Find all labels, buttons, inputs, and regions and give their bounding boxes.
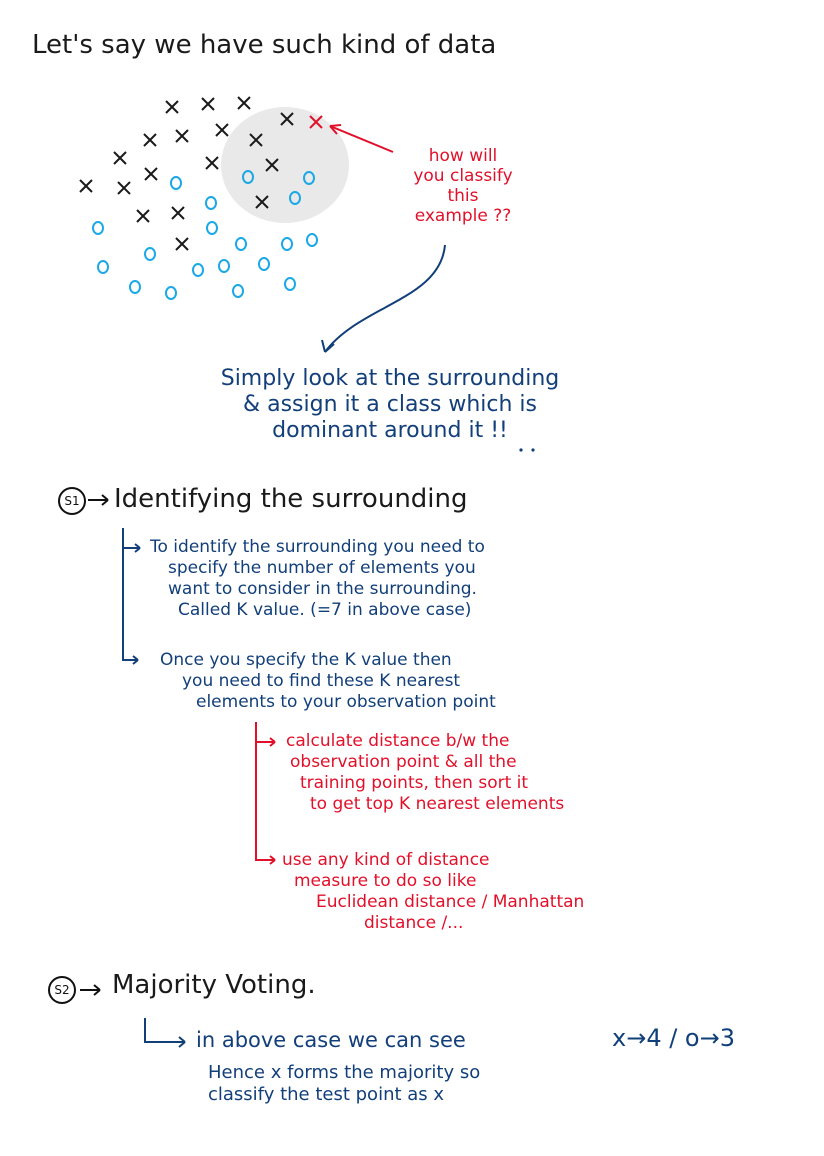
x-class-point — [166, 101, 178, 113]
step1-badge: S1 — [58, 487, 86, 515]
step1-point-2 — [160, 650, 496, 713]
o-class-point — [171, 177, 181, 189]
x-class-point — [176, 130, 188, 142]
vote-counts: x→4 / o→3 — [612, 1024, 735, 1052]
step2-line-1: in above case we can see — [196, 1028, 466, 1052]
simply-line: & assign it a class which is — [242, 392, 538, 417]
x-class-point — [238, 97, 250, 109]
sub-point-2 — [282, 850, 584, 934]
neighbourhood-highlight — [221, 107, 349, 223]
o-class-point — [130, 281, 140, 293]
question-line: example ?? — [414, 206, 512, 226]
sub-line: calculate distance b/w the — [286, 731, 510, 751]
o-class-point — [98, 261, 108, 273]
point-line: To identify the surrounding you need to — [150, 537, 485, 557]
x-class-point — [202, 98, 214, 110]
x-class-point — [176, 238, 188, 250]
o-class-point — [282, 238, 292, 250]
conclusion-line: Hence x forms the majority so — [208, 1062, 481, 1083]
o-class-point — [193, 264, 203, 276]
simply-line: dominant around it !! — [272, 418, 508, 443]
x-class-point — [172, 207, 184, 219]
question-line: you classify — [413, 166, 513, 186]
step1-title: Identifying the surrounding — [114, 484, 468, 514]
sub-line: Euclidean distance / Manhattan — [316, 892, 585, 912]
sub-line: measure to do so like — [294, 871, 477, 891]
question-line: how will — [428, 146, 498, 166]
o-class-point — [307, 234, 317, 246]
down-curve-arrow — [325, 245, 445, 352]
o-class-point — [93, 222, 103, 234]
point-line: specify the number of elements you — [168, 558, 476, 578]
x-class-point — [206, 157, 218, 169]
sub-line: training points, then sort it — [300, 773, 529, 793]
point-line: Called K value. (=7 in above case) — [178, 600, 472, 620]
down-curve-arrowhead — [322, 340, 334, 352]
x-class-point — [118, 182, 130, 194]
o-class-point — [285, 278, 295, 290]
sub-line: observation point & all the — [290, 752, 517, 772]
o-class-point — [219, 260, 229, 272]
step2-badge: S2 — [48, 976, 76, 1004]
point-line: Once you specify the K value then — [160, 650, 452, 670]
conclusion-line: classify the test point as x — [208, 1084, 445, 1105]
x-class-point — [114, 152, 126, 164]
point-line: want to consider in the surrounding. — [168, 579, 477, 599]
simply-line: Simply look at the surrounding — [220, 366, 560, 391]
step2-conclusion — [208, 1062, 480, 1106]
o-class-point — [207, 222, 217, 234]
question-line: this — [447, 186, 479, 206]
page-heading: Let's say we have such kind of data — [32, 30, 497, 60]
point-line: elements to your observation point — [196, 692, 496, 712]
o-class-point — [166, 287, 176, 299]
ellipsis-dot — [519, 448, 522, 451]
step1-point-1 — [150, 537, 485, 621]
s2-bracket — [145, 1018, 185, 1042]
ellipsis-dot — [531, 448, 534, 451]
sub-point-1 — [286, 731, 564, 815]
step2-title: Majority Voting. — [112, 970, 316, 1000]
o-class-point — [236, 238, 246, 250]
sub-line: use any kind of distance — [282, 850, 490, 870]
point-line: you need to find these K nearest — [182, 671, 461, 691]
x-class-point — [145, 168, 157, 180]
sub-line: distance /... — [364, 913, 464, 933]
simply-look-note — [150, 366, 630, 444]
o-class-point — [233, 285, 243, 297]
x-class-point — [137, 210, 149, 222]
sub-line: to get top K nearest elements — [310, 794, 565, 814]
classify-question — [388, 146, 538, 226]
x-class-point — [216, 124, 228, 136]
o-class-point — [259, 258, 269, 270]
o-class-point — [206, 197, 216, 209]
x-class-point — [144, 134, 156, 146]
o-class-point — [145, 248, 155, 260]
x-class-point — [80, 180, 92, 192]
